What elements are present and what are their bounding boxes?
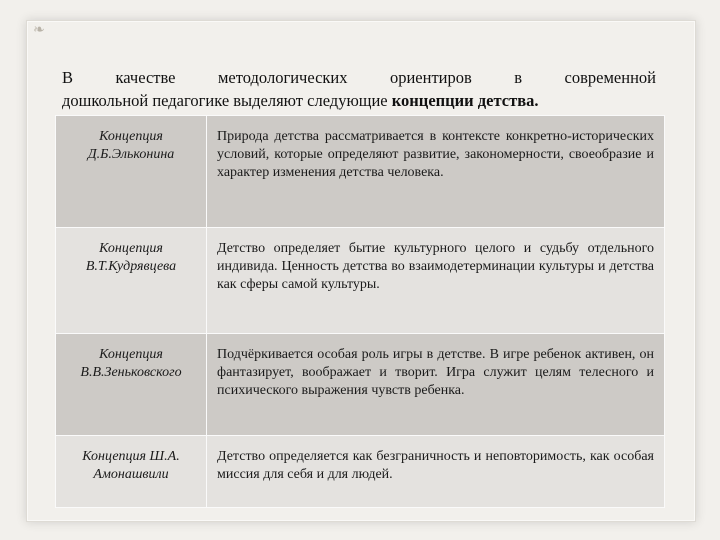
intro-line-2 (62, 89, 656, 112)
intro-emphasis: концепции детства. (391, 91, 539, 110)
concept-description: Подчёркивается особая роль игры в детстве. В игре ребенок активен, он фантазирует, воображает и творит. Игра служит целям телесного и психического выражения чувств ребенка. (207, 334, 665, 436)
table-row (56, 116, 665, 228)
table-row (56, 334, 665, 436)
intro-paragraph (62, 66, 656, 112)
concept-description: Детство определяет бытие культурного целого и судьбу отдельного индивида. Ценность детства во взаимодетерминации культуры и детства как сферы самой культуры. (207, 228, 665, 334)
table-row (56, 436, 665, 508)
intro-line-1: В качестве методологических ориентиров в современной (62, 68, 656, 87)
corner-ornament-icon: ❧ (33, 22, 45, 38)
concepts-table (55, 115, 665, 508)
concept-name: Концепция Д.Б.Эльконина (56, 116, 207, 228)
concept-name: Концепция В.В.Зеньковского (56, 334, 207, 436)
concept-description: Природа детства рассматривается в контексте конкретно-исторических условий, которые определяют развитие, закономерности, своеобразие и характер изменения детства человека. (207, 116, 665, 228)
table-row (56, 228, 665, 334)
concept-name: Концепция Ш.А. Амонашвили (56, 436, 207, 508)
intro-line-2-text: дошкольной педагогике выделяют следующие (62, 91, 392, 110)
concept-name: Концепция В.Т.Кудрявцева (56, 228, 207, 334)
concept-description: Детство определяется как безграничность и неповторимость, как особая миссия для себя и для людей. (207, 436, 665, 508)
